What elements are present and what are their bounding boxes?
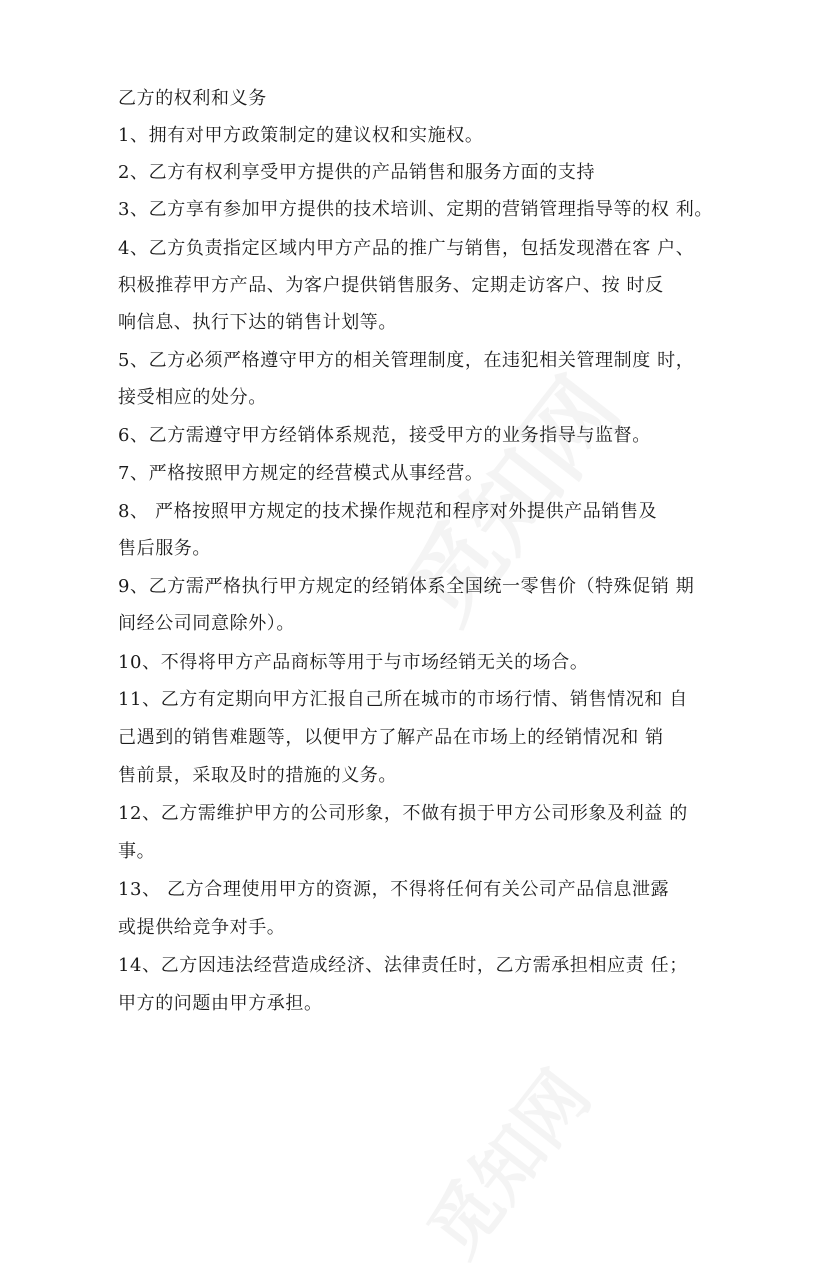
watermark-text-bottom — [401, 1047, 610, 1274]
text-line: 13、 乙方合理使用甲方的资源，不得将任何有关公司产品信息泄露 — [118, 879, 670, 900]
text-line: 11、乙方有定期向甲方汇报自己所在城市的市场行情、销售情况和 自 — [118, 689, 688, 710]
text-line: 间经公司同意除外）。 — [118, 613, 295, 634]
text-line: 1、拥有对甲方政策制定的建议权和实施权。 — [118, 125, 484, 146]
watermark-text — [371, 347, 645, 646]
section-heading: 乙方的权利和义务 — [118, 88, 267, 109]
text-line: 或提供给竞争对手。 — [118, 917, 286, 938]
text-line: 积极推荐甲方产品、为客户提供销售服务、定期走访客户、按 时反 — [118, 275, 664, 296]
text-line: 14、乙方因违法经营造成经济、法律责任时，乙方需承担相应责 任； — [118, 955, 688, 976]
text-line: 响信息、执行下达的销售计划等。 — [118, 312, 397, 333]
text-line: 接受相应的处分。 — [118, 387, 267, 408]
text-line: 己遇到的销售难题等，以便甲方了解产品在市场上的经销情况和 销 — [118, 727, 664, 748]
text-line: 事。 — [118, 841, 156, 862]
text-line: 5、乙方必须严格遵守甲方的相关管理制度，在违犯相关管理制度 时， — [118, 350, 695, 371]
text-line: 4、乙方负责指定区域内甲方产品的推广与销售，包括发现潜在客 户、 — [118, 238, 695, 259]
text-line: 2、乙方有权利享受甲方提供的产品销售和服务方面的支持 — [118, 162, 596, 183]
text-line: 8、 严格按照甲方规定的技术操作规范和程序对外提供产品销售及 — [118, 501, 658, 522]
text-line: 售前景，采取及时的措施的义务。 — [118, 765, 397, 786]
text-line: 3、乙方享有参加甲方提供的技术培训、定期的营销管理指导等的权 利。 — [118, 199, 713, 220]
text-line: 6、乙方需遵守甲方经销体系规范，接受甲方的业务指导与监督。 — [118, 425, 651, 446]
text-line: 7、严格按照甲方规定的经营模式从事经营。 — [118, 463, 484, 484]
text-line: 甲方的问题由甲方承担。 — [118, 993, 323, 1014]
text-line: 10、不得将甲方产品商标等用于与市场经销无关的场合。 — [118, 652, 589, 673]
text-line: 12、乙方需维护甲方的公司形象，不做有损于甲方公司形象及利益 的 — [118, 803, 688, 824]
text-line: 9、乙方需严格执行甲方规定的经销体系全国统一零售价（特殊促销 期 — [118, 576, 695, 597]
text-line: 售后服务。 — [118, 538, 211, 559]
